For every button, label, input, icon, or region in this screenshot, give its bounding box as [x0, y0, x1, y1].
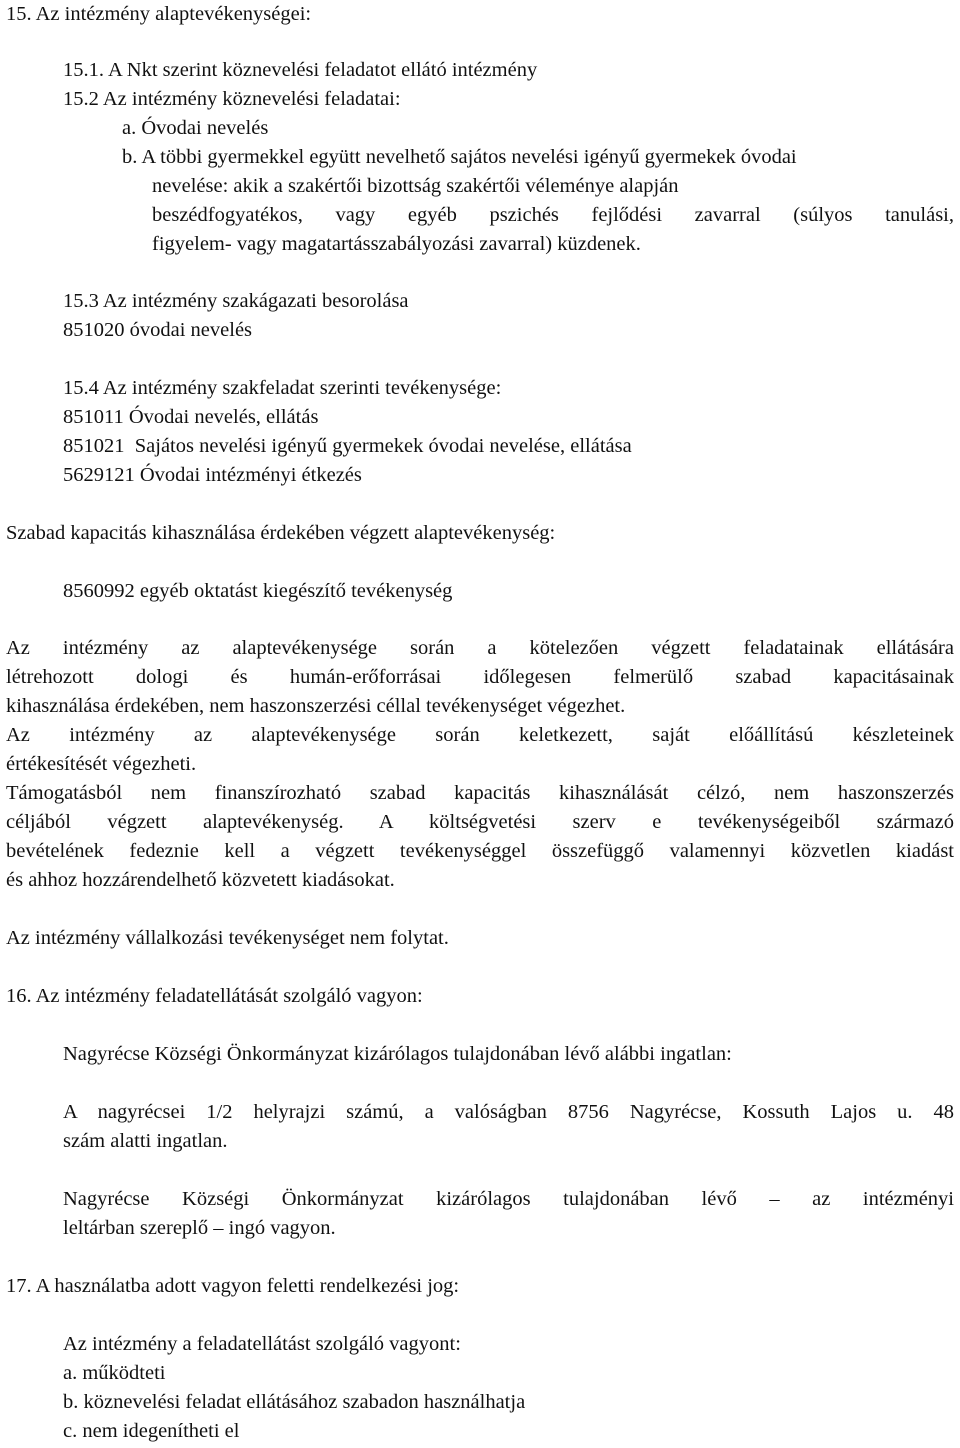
- item-b-line: b. A többi gyermekkel együtt nevelhető sajátos nevelési igényű gyermekek óvodai: [122, 146, 797, 168]
- no-business-statement: Az intézmény vállalkozási tevékenységet nem folytat.: [6, 927, 449, 949]
- rights-intro: Az intézmény a feladatellátást szolgáló vagyont:: [63, 1333, 461, 1355]
- paragraph-line: létrehozott dologi és humán-erőforrásai időlegesen felmerülő szabad kapacitásainak: [6, 666, 954, 688]
- activity-line: 851021 Sajátos nevelési igényű gyermekek óvodai nevelése, ellátása: [63, 435, 632, 457]
- paragraph-line: Támogatásból nem finanszírozható szabad kapacitás kihasználását célzó, nem haszonszerzés: [6, 782, 954, 804]
- paragraph-line: kihasználása érdekében, nem haszonszerzési céllal tevékenységet végezhet.: [6, 695, 626, 717]
- item-15-1: 15.1. A Nkt szerint köznevelési feladatot ellátó intézmény: [63, 59, 538, 81]
- item-15-2: 15.2 Az intézmény köznevelési feladatai:: [63, 88, 401, 110]
- rights-item: a. működteti: [63, 1362, 166, 1384]
- free-capacity-value: 8560992 egyéb oktatást kiegészítő tevékenység: [63, 580, 453, 602]
- activity-line: 851011 Óvodai nevelés, ellátás: [63, 406, 319, 428]
- item-b-line: beszédfogyatékos, vagy egyéb pszichés fejlődési zavarral (súlyos tanulási,: [152, 204, 954, 226]
- property-line: szám alatti ingatlan.: [63, 1130, 228, 1152]
- inventory-line: leltárban szereplő – ingó vagyon.: [63, 1217, 336, 1239]
- item-b-line: nevelése: akik a szakértői bizottság szakértői véleménye alapján: [152, 175, 679, 197]
- activity-line: 5629121 Óvodai intézményi étkezés: [63, 464, 362, 486]
- item-a: a. Óvodai nevelés: [122, 117, 269, 139]
- paragraph-line: bevételének fedeznie kell a végzett tevékenységgel összefüggő valamennyi közvetlen kiadást: [6, 840, 954, 862]
- property-line: A nagyrécsei 1/2 helyrajzi számú, a valóságban 8756 Nagyrécse, Kossuth Lajos u. 48: [63, 1101, 954, 1123]
- property-owner-line: Nagyrécse Községi Önkormányzat kizárólagos tulajdonában lévő alábbi ingatlan:: [63, 1043, 732, 1065]
- section-17-title: 17. A használatba adott vagyon feletti rendelkezési jog:: [6, 1275, 460, 1297]
- item-15-4: 15.4 Az intézmény szakfeladat szerinti tevékenysége:: [63, 377, 502, 399]
- paragraph-line: Az intézmény az alaptevékenysége során a kötelezően végzett feladatainak ellátására: [6, 637, 954, 659]
- item-b-line: figyelem- vagy magatartásszabályozási zavarral) küzdenek.: [152, 233, 641, 255]
- rights-item: c. nem idegenítheti el: [63, 1420, 240, 1442]
- inventory-line: Nagyrécse Községi Önkormányzat kizárólagos tulajdonában lévő – az intézményi: [63, 1188, 954, 1210]
- section-16-title: 16. Az intézmény feladatellátását szolgáló vagyon:: [6, 985, 423, 1007]
- rights-item: b. köznevelési feladat ellátásához szabadon használhatja: [63, 1391, 526, 1413]
- paragraph-line: Az intézmény az alaptevékenysége során keletkezett, saját előállítású készleteinek: [6, 724, 954, 746]
- item-15-3: 15.3 Az intézmény szakágazati besorolása: [63, 290, 409, 312]
- item-15-3-value: 851020 óvodai nevelés: [63, 319, 253, 341]
- paragraph-line: és ahhoz hozzárendelhető közvetett kiadásokat.: [6, 869, 395, 891]
- paragraph-line: értékesítését végezheti.: [6, 753, 197, 775]
- paragraph-line: céljából végzett alaptevékenység. A költségvetési szerv e tevékenységeiből származó: [6, 811, 954, 833]
- section-15-title: 15. Az intézmény alaptevékenységei:: [6, 3, 312, 25]
- free-capacity-heading: Szabad kapacitás kihasználása érdekében végzett alaptevékenység:: [6, 522, 556, 544]
